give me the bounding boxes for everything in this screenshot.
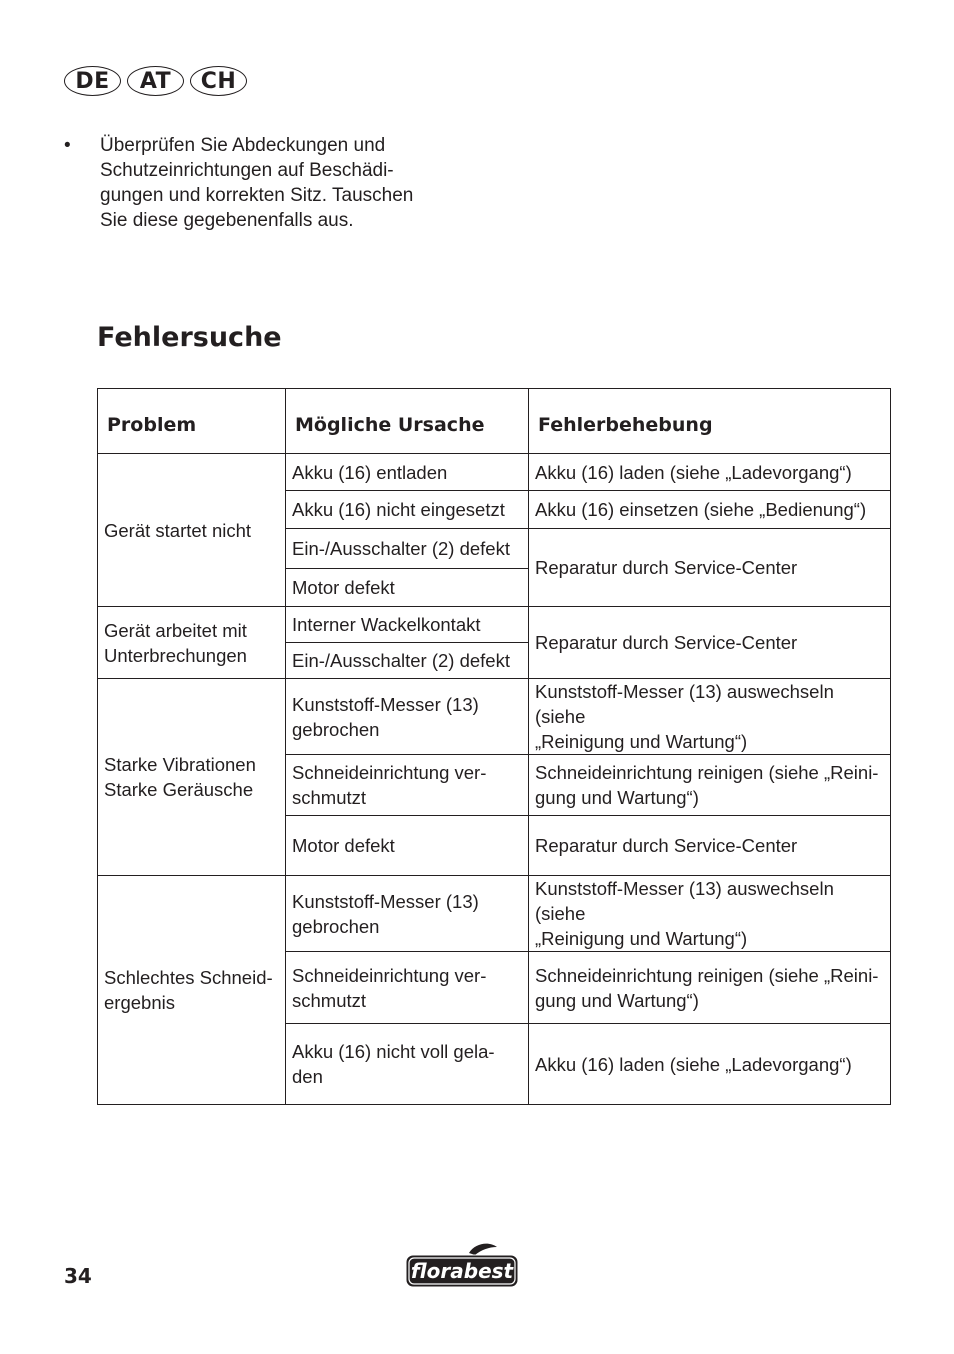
bullet-item xyxy=(64,133,444,233)
remedy-cell: Akku (16) laden (siehe „Ladevorgang“) xyxy=(529,454,891,491)
table-header-row xyxy=(98,389,891,454)
cause-cell: Akku (16) entladen xyxy=(286,454,529,491)
column-header-remedy: Fehlerbehebung xyxy=(529,389,891,454)
cause-cell: Schneideinrichtung ver- schmutzt xyxy=(286,755,529,816)
cause-cell: Motor defekt xyxy=(286,816,529,876)
troubleshooting-table xyxy=(97,388,891,1105)
cause-cell: Akku (16) nicht voll gela- den xyxy=(286,1024,529,1105)
country-badge-at: AT xyxy=(127,66,184,96)
remedy-cell: Reparatur durch Service-Center xyxy=(529,529,891,607)
remedy-cell: Schneideinrichtung reinigen (siehe „Reini- gung und Wartung“) xyxy=(529,952,891,1024)
column-header-cause: Mögliche Ursache xyxy=(286,389,529,454)
remedy-cell: Akku (16) laden (siehe „Ladevorgang“) xyxy=(529,1024,891,1105)
bullet-symbol: • xyxy=(64,135,71,156)
problem-cell: Starke Vibrationen Starke Geräusche xyxy=(98,679,286,876)
remedy-cell: Kunststoff-Messer (13) auswechseln (siehe „Reinigung und Wartung“) xyxy=(529,679,891,755)
cause-cell: Ein-/Ausschalter (2) defekt xyxy=(286,643,529,679)
cause-cell: Ein-/Ausschalter (2) defekt xyxy=(286,529,529,569)
country-badge-de: DE xyxy=(64,66,121,96)
remedy-cell: Kunststoff-Messer (13) auswechseln (siehe „Reinigung und Wartung“) xyxy=(529,876,891,952)
remedy-cell: Reparatur durch Service-Center xyxy=(529,607,891,679)
problem-cell: Gerät arbeitet mit Unterbrechungen xyxy=(98,607,286,679)
florabest-logo xyxy=(405,1243,519,1289)
remedy-cell: Reparatur durch Service-Center xyxy=(529,816,891,876)
cause-cell: Schneideinrichtung ver- schmutzt xyxy=(286,952,529,1024)
remedy-cell: Akku (16) einsetzen (siehe „Bedienung“) xyxy=(529,491,891,529)
section-title: Fehlersuche xyxy=(97,322,282,353)
bullet-text: Überprüfen Sie Abdeckungen und Schutzeinrichtungen auf Beschädi- gungen und korrekten Sitz. Tauschen Sie diese gegebenenfalls aus. xyxy=(100,135,414,231)
table-row xyxy=(98,454,891,491)
cause-cell: Kunststoff-Messer (13) gebrochen xyxy=(286,876,529,952)
cause-cell: Interner Wackelkontakt xyxy=(286,607,529,643)
problem-cell: Gerät startet nicht xyxy=(98,454,286,607)
problem-cell: Schlechtes Schneid- ergebnis xyxy=(98,876,286,1105)
cause-cell: Akku (16) nicht eingesetzt xyxy=(286,491,529,529)
remedy-cell: Schneideinrichtung reinigen (siehe „Reini- gung und Wartung“) xyxy=(529,755,891,816)
table-row xyxy=(98,607,891,643)
page-number: 34 xyxy=(64,1264,92,1288)
logo-text: florabest xyxy=(410,1259,514,1283)
country-badge-ch: CH xyxy=(190,66,247,96)
cause-cell: Kunststoff-Messer (13) gebrochen xyxy=(286,679,529,755)
table-row xyxy=(98,876,891,952)
column-header-problem: Problem xyxy=(98,389,286,454)
table-row xyxy=(98,679,891,755)
country-badges xyxy=(64,66,247,96)
cause-cell: Motor defekt xyxy=(286,569,529,607)
leaf-icon xyxy=(469,1244,497,1255)
